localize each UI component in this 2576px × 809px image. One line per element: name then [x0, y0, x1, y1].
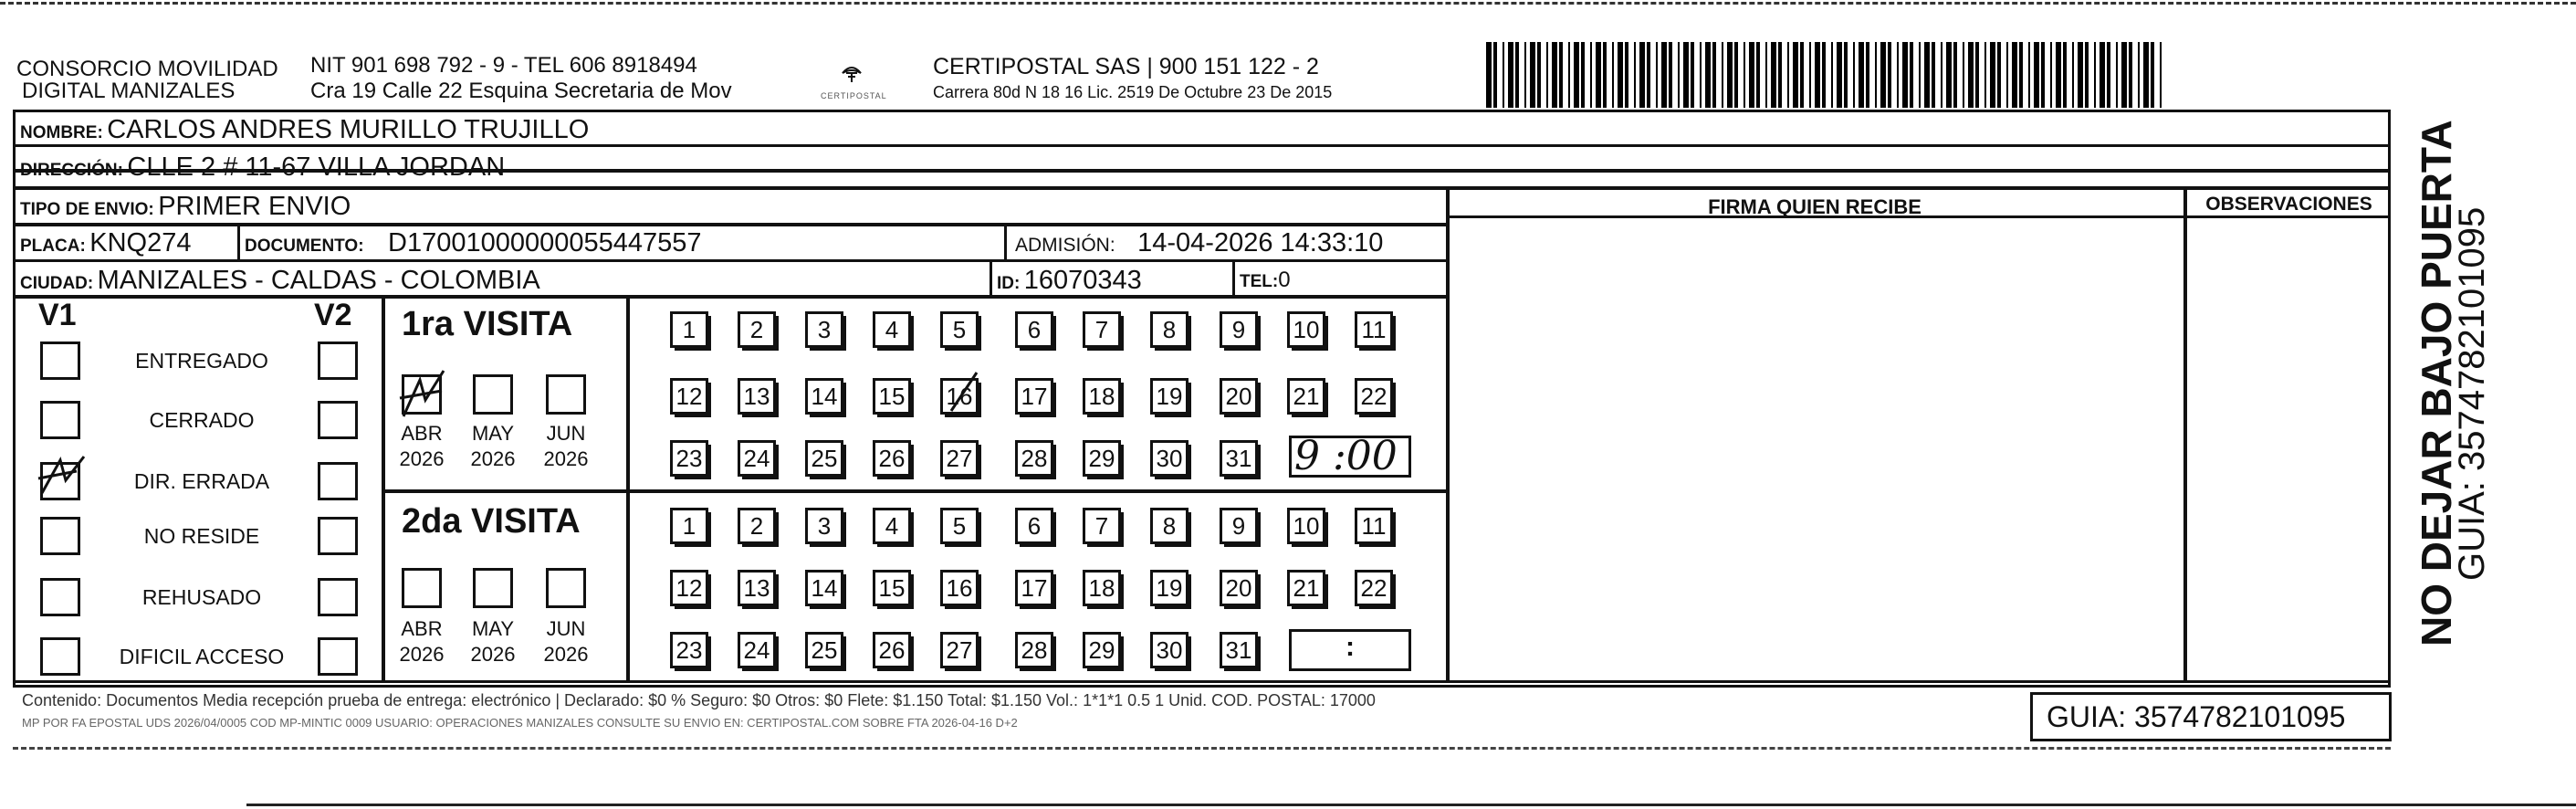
visit1-day-box[interactable]: 31 [1220, 440, 1258, 477]
barcode-bar [1661, 42, 1667, 108]
ciudad-value: MANIZALES - CALDAS - COLOMBIA [97, 266, 540, 295]
barcode-bar [1683, 42, 1689, 108]
barcode-bar [2063, 42, 2067, 108]
admision-value: 14-04-2026 14:33:10 [1137, 228, 1384, 257]
barcode-bar [1888, 42, 1891, 108]
barcode-bar [1493, 42, 1497, 108]
barcode-image [1486, 42, 2163, 108]
barcode-bar [2056, 42, 2061, 108]
status-label: DIR. ERRADA [133, 469, 270, 493]
barcode-bar [1559, 42, 1563, 108]
barcode-bar [1968, 42, 1974, 108]
barcode-bar [1963, 42, 1964, 108]
id-cell [997, 266, 1142, 296]
placa-cell [20, 228, 191, 258]
visit2-day-box[interactable]: 4 [873, 508, 911, 544]
barcode-bar [1603, 42, 1607, 108]
visit1-day-box[interactable]: 22 [1355, 378, 1393, 415]
direccion-value: CLLE 2 # 11-67 VILLA JORDAN [127, 152, 506, 182]
id-label: ID: [997, 274, 1021, 293]
documento-value: D17001000000055447557 [388, 228, 702, 257]
visit2-day-box[interactable]: 8 [1150, 508, 1189, 544]
barcode-bar [1880, 42, 1886, 108]
barcode-bar [1815, 42, 1820, 108]
visit1-day-box[interactable]: 6 [1015, 311, 1053, 348]
visit1-day-box[interactable]: 24 [738, 440, 776, 477]
visit1-day-box[interactable]: 21 [1287, 378, 1325, 415]
barcode-bar [1902, 42, 1908, 108]
barcode-bar [1705, 42, 1711, 108]
barcode-bar [1946, 42, 1952, 108]
side-guia: GUIA: 3574782101095 [2452, 206, 2492, 581]
v1-header: V1 [38, 298, 77, 332]
barcode-bar [1669, 42, 1672, 108]
barcode-bar [1647, 42, 1650, 108]
visit1-month-checkbox[interactable] [546, 374, 586, 415]
barcode-bar [2050, 42, 2052, 108]
barcode-bar [1749, 42, 1754, 108]
v2-checkbox[interactable] [318, 341, 358, 380]
visit2-year-label: 2026 [399, 643, 445, 666]
visit2-day-box[interactable]: 12 [670, 570, 708, 606]
status-label: NO RESIDE [143, 524, 260, 548]
v1-checkbox[interactable] [40, 401, 80, 439]
visit2-day-box[interactable]: 7 [1083, 508, 1121, 544]
company-line-2: DIGITAL MANIZALES [22, 79, 236, 103]
visit1-month-label: JUN [546, 422, 586, 445]
barcode-bar [1990, 42, 1995, 108]
barcode-bar [2034, 42, 2039, 108]
tel-value: 0 [1278, 268, 1291, 292]
visit2-day-box[interactable]: 15 [873, 570, 911, 606]
visit1-day-box[interactable]: 20 [1220, 378, 1258, 415]
visit2-day-box[interactable]: 30 [1150, 632, 1189, 668]
barcode-bar [1678, 42, 1680, 108]
row-line [13, 186, 2391, 190]
barcode-bar [1590, 42, 1592, 108]
barcode-bar [1734, 42, 1738, 108]
visit1-day-box[interactable]: 23 [670, 440, 708, 477]
barcode-bar [1634, 42, 1636, 108]
visit2-day-box[interactable]: 14 [805, 570, 843, 606]
barcode-bar [1596, 42, 1601, 108]
tipo-envio-value: PRIMER ENVIO [158, 192, 351, 221]
visit2-month-checkbox[interactable] [402, 568, 442, 608]
v1-checkbox[interactable] [40, 578, 80, 616]
visit2-day-box[interactable]: 11 [1355, 508, 1393, 544]
documento-label: DOCUMENTO: [245, 236, 364, 256]
barcode-bar [1691, 42, 1694, 108]
barcode-bar [2085, 42, 2089, 108]
barcode-bar [2160, 42, 2162, 108]
barcode-bar [1853, 42, 1855, 108]
barcode-bar [1910, 42, 1913, 108]
barcode-bar [1822, 42, 1826, 108]
barcode-bar [2129, 42, 2132, 108]
visit1-month-label: ABR [401, 422, 443, 445]
barcode-bar [2072, 42, 2074, 108]
visit1-day-box[interactable]: 9 [1220, 311, 1258, 348]
barcode-bar [1524, 42, 1526, 108]
barcode-bar [1919, 42, 1921, 108]
company-address: Cra 19 Calle 22 Esquina Secretaria de Mov [310, 79, 732, 103]
visit1-day-box[interactable]: 17 [1015, 378, 1053, 415]
admision-cell [1015, 228, 1383, 258]
visit1-day-box[interactable]: 18 [1083, 378, 1121, 415]
visit2-day-box[interactable]: 22 [1355, 570, 1393, 606]
visit2-month-checkbox[interactable] [473, 568, 513, 608]
barcode-bar [1924, 42, 1930, 108]
handwritten-check-dir-errada [37, 453, 91, 499]
barcode-bar [1953, 42, 1957, 108]
col-line [1232, 259, 1235, 296]
barcode-bar [2151, 42, 2154, 108]
firma-area[interactable] [1450, 218, 2183, 680]
visit2-day-box[interactable]: 5 [940, 508, 979, 544]
barcode-bar [1837, 42, 1842, 108]
visit2-month-label: JUN [546, 617, 586, 640]
barcode-bar [1503, 42, 1504, 108]
visit2-day-box[interactable]: 21 [1287, 570, 1325, 606]
barcode-bar [1546, 42, 1548, 108]
bottom-tear-line [246, 804, 2576, 806]
visit1-day-box[interactable]: 10 [1287, 311, 1325, 348]
tel-label: TEL: [1240, 272, 1279, 291]
v2-checkbox[interactable] [318, 401, 358, 439]
barcode-bar [1793, 42, 1798, 108]
visit2-month-label: MAY [471, 617, 515, 640]
barcode-bar [1568, 42, 1570, 108]
barcode-bar [1486, 42, 1492, 108]
barcode-bar [1756, 42, 1760, 108]
col-line [237, 223, 240, 259]
barcode-bar [2138, 42, 2140, 108]
barcode-bar [1975, 42, 1979, 108]
barcode-bar [1700, 42, 1702, 108]
barcode-bar [1831, 42, 1833, 108]
certipostal-name: CERTIPOSTAL SAS | 900 151 122 - 2 [933, 54, 1319, 79]
visit1-day-box[interactable]: 30 [1150, 440, 1189, 477]
visit1-day-box[interactable]: 12 [670, 378, 708, 415]
visit2-day-box[interactable]: 26 [873, 632, 911, 668]
barcode-bar [2019, 42, 2023, 108]
barcode-bar [1997, 42, 2001, 108]
ciudad-label: CIUDAD: [20, 274, 94, 293]
footer-dashed-line [13, 747, 2391, 750]
barcode-bar [2028, 42, 2030, 108]
visit1-day-box[interactable]: 19 [1150, 378, 1189, 415]
observaciones-area[interactable] [2187, 218, 2391, 680]
no-dejar-bajo-puerta: NO DEJAR BAJO PUERTA [2413, 120, 2460, 646]
barcode-bar [1508, 42, 1513, 108]
visit2-day-box[interactable]: 23 [670, 632, 708, 668]
status-label: ENTREGADO [135, 349, 268, 373]
handwritten-slash-16 [946, 369, 982, 415]
visit1-day-box[interactable]: 29 [1083, 440, 1121, 477]
barcode-bar [1530, 42, 1535, 108]
logo-caption: CERTIPOSTAL [821, 91, 887, 100]
visit1-day-box[interactable]: 13 [738, 378, 776, 415]
visit2-day-box[interactable]: 2 [738, 508, 776, 544]
visit2-day-box[interactable]: 20 [1220, 570, 1258, 606]
visit2-day-box[interactable]: 16 [940, 570, 979, 606]
barcode-bar [1639, 42, 1645, 108]
visit1-day-box[interactable]: 15 [873, 378, 911, 415]
visit1-day-box[interactable]: 14 [805, 378, 843, 415]
barcode-bar [2012, 42, 2017, 108]
visit2-day-box[interactable]: 18 [1083, 570, 1121, 606]
v2-checkbox[interactable] [318, 517, 358, 555]
barcode-bar [1515, 42, 1519, 108]
visit2-day-box[interactable]: 9 [1220, 508, 1258, 544]
visit1-day-box[interactable]: 7 [1083, 311, 1121, 348]
visit1-day-box[interactable]: 28 [1015, 440, 1053, 477]
certipostal-logo [815, 55, 888, 106]
barcode-bar [1722, 42, 1723, 108]
barcode-bar [1809, 42, 1811, 108]
row-line [13, 680, 2391, 683]
visit2-day-box[interactable]: 24 [738, 632, 776, 668]
v2-checkbox[interactable] [318, 637, 358, 676]
certipostal-address: Carrera 80d N 18 16 Lic. 2519 De Octubre 23 De 2015 [933, 83, 1333, 101]
certipostal-info [933, 53, 1332, 104]
row-line [13, 223, 1446, 226]
placa-value: KNQ274 [89, 228, 192, 257]
company-details [310, 53, 732, 104]
visit1-title: 1ra VISITA [402, 305, 573, 343]
visit2-year-label: 2026 [470, 643, 516, 666]
visit2-day-box[interactable]: 13 [738, 570, 776, 606]
visit2-month-label: ABR [401, 617, 443, 640]
barcode-bar [2100, 42, 2105, 108]
status-label: CERRADO [149, 408, 255, 432]
nit-tel: NIT 901 698 792 - 9 - TEL 606 8918494 [310, 53, 697, 78]
barcode-bar [1581, 42, 1585, 108]
documento-cell [245, 228, 702, 258]
barcode-bar [2094, 42, 2096, 108]
visit-divider [382, 489, 1446, 493]
visit1-day-box[interactable]: 2 [738, 311, 776, 348]
barcode-bar [1844, 42, 1848, 108]
nombre-value: CARLOS ANDRES MURILLO TRUJILLO [107, 115, 590, 144]
handwritten-check-abr [398, 367, 453, 422]
id-value: 16070343 [1023, 266, 1142, 295]
visit2-time-placeholder: : [1346, 632, 1355, 662]
barcode-bar [1552, 42, 1557, 108]
col-line [1004, 223, 1007, 259]
barcode-bar [1537, 42, 1541, 108]
barcode-bar [1875, 42, 1877, 108]
barcode-bar [1574, 42, 1579, 108]
visit2-day-box[interactable]: 6 [1015, 508, 1053, 544]
barcode-bar [2078, 42, 2083, 108]
company-line-1: CONSORCIO MOVILIDAD [16, 57, 278, 81]
visit2-day-box[interactable]: 1 [670, 508, 708, 544]
barcode-bar [1941, 42, 1942, 108]
visit2-month-checkbox[interactable] [546, 568, 586, 608]
barcode-bar [1612, 42, 1614, 108]
barcode-bar [1744, 42, 1745, 108]
barcode-bar [2143, 42, 2149, 108]
col-line [990, 259, 992, 296]
visit2-day-box[interactable]: 17 [1015, 570, 1053, 606]
v2-checkbox[interactable] [318, 578, 358, 616]
visit2-year-label: 2026 [543, 643, 589, 666]
barcode-bar [2116, 42, 2118, 108]
barcode-bar [1625, 42, 1628, 108]
fine-print-line: MP POR FA EPOSTAL UDS 2026/04/0005 COD MP-MINTIC 0009 USUARIO: OPERACIONES MANIZALES CONSULTE SU ENVIO EN: CERTIPOSTAL.COM SOBRE FTA 2026-04-16 D+2 [22, 716, 1018, 730]
barcode-bar [1984, 42, 1986, 108]
contenido-line: Contenido: Documentos Media recepción prueba de entrega: electrónico | Declarado: $0 % Seguro: $0 Otros: $0 Flete: $1.150 Total: $1.150 Vol.: 1*1*1 0.5 1 Unid. COD. POSTAL: 17000 [22, 691, 1376, 709]
barcode-bar [1778, 42, 1782, 108]
barcode-bar [1656, 42, 1658, 108]
nombre-label: NOMBRE: [20, 123, 103, 142]
visit2-day-box[interactable]: 27 [940, 632, 979, 668]
firma-header: FIRMA QUIEN RECIBE [1708, 195, 1922, 218]
visit2-day-box[interactable]: 31 [1220, 632, 1258, 668]
visit1-day-box[interactable]: 25 [805, 440, 843, 477]
tipo-envio-label: TIPO DE ENVIO: [20, 200, 154, 219]
status-label: REHUSADO [141, 585, 262, 609]
barcode-bar [2006, 42, 2008, 108]
barcode-bar [1800, 42, 1804, 108]
visit2-title: 2da VISITA [402, 502, 581, 541]
status-label: DIFICIL ACCESO [119, 645, 285, 668]
row-line [13, 259, 1446, 262]
barcode-bar [1771, 42, 1776, 108]
company-name [16, 58, 278, 102]
direccion-row [20, 152, 505, 183]
barcode-bar [2041, 42, 2045, 108]
v2-header: V2 [314, 298, 352, 332]
v1-checkbox[interactable] [40, 637, 80, 676]
visit2-day-box[interactable]: 19 [1150, 570, 1189, 606]
v1-checkbox[interactable] [40, 517, 80, 555]
barcode-bar [2121, 42, 2127, 108]
visit1-month-label: MAY [471, 422, 515, 445]
visit1-day-box[interactable]: 8 [1150, 311, 1189, 348]
visit1-month-checkbox[interactable] [473, 374, 513, 415]
visit1-day-box[interactable]: 5 [940, 311, 979, 348]
visit2-day-box[interactable]: 3 [805, 508, 843, 544]
placa-label: PLACA: [20, 236, 86, 256]
visit1-day-box[interactable]: 1 [670, 311, 708, 348]
v1-checkbox[interactable] [40, 341, 80, 380]
visit2-day-box[interactable]: 28 [1015, 632, 1053, 668]
visit2-day-box[interactable]: 25 [805, 632, 843, 668]
visit1-time-handwritten: 9 :00 [1294, 433, 1398, 479]
observaciones-header: OBSERVACIONES [2205, 194, 2372, 215]
barcode-bar [2107, 42, 2110, 108]
v2-checkbox[interactable] [318, 462, 358, 500]
tipo-envio-row [20, 192, 351, 222]
visit1-day-box[interactable]: 3 [805, 311, 843, 348]
visit1-day-box[interactable]: 4 [873, 311, 911, 348]
barcode-bar [1932, 42, 1935, 108]
barcode-bar [1618, 42, 1623, 108]
visit2-day-box[interactable]: 10 [1287, 508, 1325, 544]
guia-footer-label: GUIA: 3574782101095 [2047, 700, 2346, 733]
barcode-bar [1787, 42, 1789, 108]
visit2-day-box[interactable]: 29 [1083, 632, 1121, 668]
barcode-bar [1765, 42, 1767, 108]
barcode-bar [1727, 42, 1733, 108]
top-dashed-edge [0, 2, 2576, 5]
visit1-day-box[interactable]: 27 [940, 440, 979, 477]
tel-cell [1240, 268, 1291, 293]
barcode-bar [1859, 42, 1864, 108]
nombre-row [20, 115, 589, 145]
barcode-bar [1866, 42, 1869, 108]
visit1-day-box[interactable]: 11 [1355, 311, 1393, 348]
barcode-bar [1712, 42, 1716, 108]
visit1-day-box[interactable]: 26 [873, 440, 911, 477]
visit1-year-label: 2026 [470, 447, 516, 470]
visit1-year-label: 2026 [543, 447, 589, 470]
direccion-label: DIRECCIÓN: [20, 161, 123, 180]
ciudad-cell [20, 266, 540, 296]
visit1-day-box[interactable]: 16 [940, 378, 979, 415]
admision-label: ADMISIÓN: [1015, 235, 1115, 256]
visit1-year-label: 2026 [399, 447, 445, 470]
barcode-bar [1897, 42, 1899, 108]
